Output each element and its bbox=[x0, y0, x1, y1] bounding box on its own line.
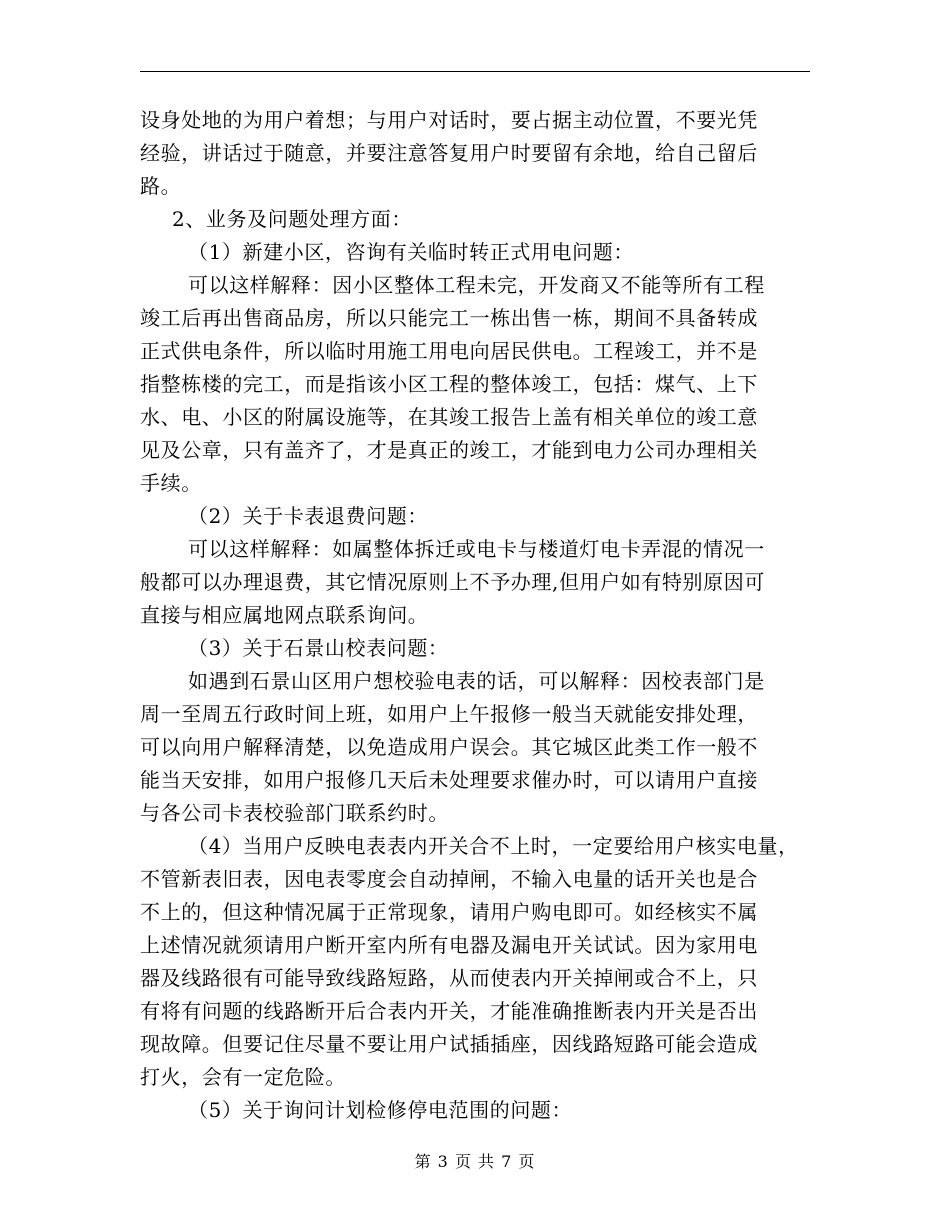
text-line: 直接与相应属地网点联系询问。 bbox=[140, 603, 429, 627]
text-line: （5）关于询问计划检修停电范围的问题： bbox=[188, 1098, 573, 1122]
text-line: 可以这样解释：如属整体拆迁或电卡与楼道灯电卡弄混的情况一 bbox=[188, 537, 765, 561]
text-line: 可以这样解释：因小区整体工程未完，开发商又不能等所有工程 bbox=[188, 273, 765, 297]
text-line: （4）当用户反映电表表内开关合不上时，一定要给用户核实电量， bbox=[188, 834, 799, 858]
header-rule bbox=[140, 71, 810, 72]
text-line: 般都可以办理退费，其它情况原则上不予办理,但用户如有特别原因可 bbox=[140, 570, 765, 594]
text-line: （2）关于卡表退费问题： bbox=[188, 504, 428, 528]
page-footer bbox=[0, 1150, 950, 1174]
text-line: 有将有问题的线路断开后合表内开关，才能准确推断表内开关是否出 bbox=[140, 999, 758, 1023]
text-line: 如遇到石景山区用户想校验电表的话，可以解释：因校表部门是 bbox=[188, 669, 765, 693]
text-line: 与各公司卡表校验部门联系约时。 bbox=[140, 801, 449, 825]
text-line: 指整栋楼的完工，而是指该小区工程的整体竣工，包括：煤气、上下 bbox=[140, 372, 758, 396]
text-line: 可以向用户解释清楚，以免造成用户误会。其它城区此类工作一般不 bbox=[140, 735, 758, 759]
text-line: 水、电、小区的附属设施等，在其竣工报告上盖有相关单位的竣工意 bbox=[140, 405, 758, 429]
text-line: 经验，讲话过于随意，并要注意答复用户时要留有余地，给自己留后 bbox=[140, 141, 758, 165]
text-line: 不管新表旧表，因电表零度会自动掉闸，不输入电量的话开关也是合 bbox=[140, 867, 758, 891]
text-line: 设身处地的为用户着想；与用户对话时，要占据主动位置，不要光凭 bbox=[140, 108, 758, 132]
text-line: （1）新建小区，咨询有关临时转正式用电问题： bbox=[188, 240, 634, 264]
text-line: 器及线路很有可能导致线路短路，从而使表内开关掉闸或合不上，只 bbox=[140, 966, 758, 990]
text-line: 上述情况就须请用户断开室内所有电器及漏电开关试试。因为家用电 bbox=[140, 933, 758, 957]
text-line: 竣工后再出售商品房，所以只能完工一栋出售一栋，期间不具备转成 bbox=[140, 306, 758, 330]
text-line: 打火，会有一定危险。 bbox=[140, 1065, 346, 1089]
page-number: 第 3 页 共 7 页 bbox=[414, 1152, 536, 1171]
text-line: 周一至周五行政时间上班，如用户上午报修一般当天就能安排处理， bbox=[140, 702, 758, 726]
text-line: 手续。 bbox=[140, 471, 202, 495]
text-line: 现故障。但要记住尽量不要让用户试插插座，因线路短路可能会造成 bbox=[140, 1032, 758, 1056]
text-line: 能当天安排，如用户报修几天后未处理要求催办时，可以请用户直接 bbox=[140, 768, 758, 792]
text-line: 见及公章，只有盖齐了，才是真正的竣工，才能到电力公司办理相关 bbox=[140, 438, 758, 462]
text-line: 不上的，但这种情况属于正常现象，请用户购电即可。如经核实不属 bbox=[140, 900, 758, 924]
text-line: 路。 bbox=[140, 174, 182, 198]
text-line: （3）关于石景山校表问题： bbox=[188, 636, 449, 660]
document-body bbox=[140, 104, 810, 1127]
text-line: 2、业务及问题处理方面： bbox=[172, 207, 412, 231]
text-line: 正式供电条件，所以临时用施工用电向居民供电。工程竣工，并不是 bbox=[140, 339, 758, 363]
